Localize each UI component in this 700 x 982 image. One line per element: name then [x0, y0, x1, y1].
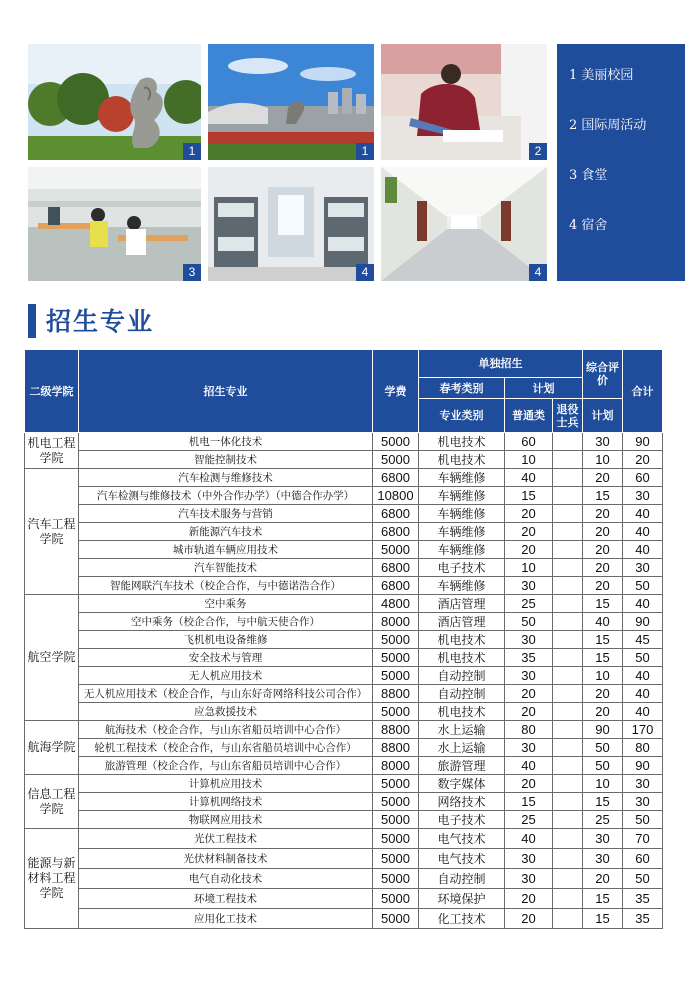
table-row — [25, 595, 663, 613]
college-cell: 能源与新材料工程学院 — [25, 829, 79, 929]
total-cell: 35 — [623, 909, 663, 929]
total-cell: 90 — [623, 433, 663, 451]
category-cell: 机电技术 — [419, 433, 505, 451]
photo-dormitory-corridor — [381, 167, 547, 281]
veteran-plan-cell — [553, 649, 583, 667]
total-cell: 50 — [623, 811, 663, 829]
veteran-plan-cell — [553, 613, 583, 631]
general-plan-cell: 40 — [505, 757, 553, 775]
total-cell: 40 — [623, 595, 663, 613]
fee-cell: 8000 — [373, 757, 419, 775]
fee-cell: 6800 — [373, 523, 419, 541]
table-row — [25, 775, 663, 793]
general-plan-cell: 20 — [505, 505, 553, 523]
major-cell: 智能网联汽车技术（校企合作，与中德诺浩合作） — [79, 577, 373, 595]
table-row — [25, 721, 663, 739]
general-plan-cell: 30 — [505, 849, 553, 869]
veteran-plan-cell — [553, 849, 583, 869]
general-plan-cell: 15 — [505, 793, 553, 811]
comprehensive-plan-cell: 20 — [583, 469, 623, 487]
fee-cell: 5000 — [373, 775, 419, 793]
photo-number-badge: 4 — [356, 264, 374, 281]
general-plan-cell: 30 — [505, 631, 553, 649]
table-row — [25, 613, 663, 631]
general-plan-cell: 40 — [505, 469, 553, 487]
category-cell: 机电技术 — [419, 451, 505, 469]
total-cell: 30 — [623, 487, 663, 505]
fee-cell: 6800 — [373, 505, 419, 523]
total-cell: 30 — [623, 775, 663, 793]
comprehensive-plan-cell: 20 — [583, 869, 623, 889]
table-row — [25, 685, 663, 703]
total-cell: 30 — [623, 559, 663, 577]
total-cell: 170 — [623, 721, 663, 739]
total-cell: 40 — [623, 667, 663, 685]
general-plan-cell: 20 — [505, 541, 553, 559]
fee-cell: 5000 — [373, 541, 419, 559]
comprehensive-plan-cell: 15 — [583, 631, 623, 649]
comprehensive-plan-cell: 20 — [583, 703, 623, 721]
fee-cell: 5000 — [373, 869, 419, 889]
major-cell: 新能源汽车技术 — [79, 523, 373, 541]
category-cell: 自动控制 — [419, 685, 505, 703]
header-veteran: 退役士兵 — [553, 399, 583, 433]
total-cell: 50 — [623, 649, 663, 667]
comprehensive-plan-cell: 10 — [583, 451, 623, 469]
fee-cell: 6800 — [373, 469, 419, 487]
veteran-plan-cell — [553, 721, 583, 739]
fee-cell: 5000 — [373, 889, 419, 909]
veteran-plan-cell — [553, 595, 583, 613]
comprehensive-plan-cell: 20 — [583, 523, 623, 541]
header-general: 普通类 — [505, 399, 553, 433]
dormitory-room-image — [208, 167, 374, 281]
veteran-plan-cell — [553, 469, 583, 487]
fee-cell: 8000 — [373, 613, 419, 631]
total-cell: 70 — [623, 829, 663, 849]
category-cell: 车辆维修 — [419, 523, 505, 541]
major-cell: 电气自动化技术 — [79, 869, 373, 889]
table-row — [25, 869, 663, 889]
category-cell: 网络技术 — [419, 793, 505, 811]
header-college: 二级学院 — [25, 350, 79, 433]
caption-international-week: 2 国际周活动 — [569, 118, 647, 133]
general-plan-cell: 30 — [505, 739, 553, 757]
major-cell: 物联网应用技术 — [79, 811, 373, 829]
total-cell: 35 — [623, 889, 663, 909]
photo-canteen — [28, 167, 201, 281]
category-cell: 水上运输 — [419, 739, 505, 757]
college-cell: 航海学院 — [25, 721, 79, 775]
major-cell: 智能控制技术 — [79, 451, 373, 469]
category-cell: 车辆维修 — [419, 469, 505, 487]
comprehensive-plan-cell: 15 — [583, 487, 623, 505]
veteran-plan-cell — [553, 793, 583, 811]
major-cell: 环境工程技术 — [79, 889, 373, 909]
major-cell: 无人机应用技术 — [79, 667, 373, 685]
total-cell: 30 — [623, 793, 663, 811]
major-cell: 应急救援技术 — [79, 703, 373, 721]
general-plan-cell: 60 — [505, 433, 553, 451]
veteran-plan-cell — [553, 451, 583, 469]
fee-cell: 5000 — [373, 703, 419, 721]
veteran-plan-cell — [553, 703, 583, 721]
general-plan-cell: 10 — [505, 451, 553, 469]
general-plan-cell: 25 — [505, 811, 553, 829]
veteran-plan-cell — [553, 829, 583, 849]
table-row — [25, 631, 663, 649]
total-cell: 50 — [623, 577, 663, 595]
category-cell: 自动控制 — [419, 667, 505, 685]
veteran-plan-cell — [553, 775, 583, 793]
canteen-image — [28, 167, 201, 281]
category-cell: 电气技术 — [419, 829, 505, 849]
college-cell: 机电工程学院 — [25, 433, 79, 469]
comprehensive-plan-cell: 30 — [583, 829, 623, 849]
major-cell: 计算机应用技术 — [79, 775, 373, 793]
category-cell: 电子技术 — [419, 811, 505, 829]
comprehensive-plan-cell: 15 — [583, 649, 623, 667]
category-cell: 机电技术 — [419, 703, 505, 721]
category-cell: 机电技术 — [419, 649, 505, 667]
comprehensive-plan-cell: 10 — [583, 667, 623, 685]
general-plan-cell: 30 — [505, 577, 553, 595]
caption-dormitory: 4 宿舍 — [569, 218, 608, 233]
comprehensive-plan-cell: 15 — [583, 889, 623, 909]
veteran-plan-cell — [553, 811, 583, 829]
total-cell: 20 — [623, 451, 663, 469]
veteran-plan-cell — [553, 889, 583, 909]
photo-number-badge: 4 — [529, 264, 547, 281]
fee-cell: 5000 — [373, 631, 419, 649]
major-cell: 飞机机电设备维修 — [79, 631, 373, 649]
general-plan-cell: 35 — [505, 649, 553, 667]
section-accent-bar — [28, 304, 36, 338]
fee-cell: 5000 — [373, 433, 419, 451]
general-plan-cell: 10 — [505, 559, 553, 577]
general-plan-cell: 20 — [505, 703, 553, 721]
major-cell: 汽车智能技术 — [79, 559, 373, 577]
comprehensive-plan-cell: 20 — [583, 577, 623, 595]
major-cell: 旅游管理（校企合作，与山东省船员培训中心合作） — [79, 757, 373, 775]
fee-cell: 8800 — [373, 685, 419, 703]
table-row — [25, 541, 663, 559]
general-plan-cell: 30 — [505, 869, 553, 889]
header-spring-category: 春考类别 — [419, 378, 505, 399]
college-cell: 航空学院 — [25, 595, 79, 721]
table-row — [25, 451, 663, 469]
category-cell: 水上运输 — [419, 721, 505, 739]
comprehensive-plan-cell: 25 — [583, 811, 623, 829]
general-plan-cell: 20 — [505, 909, 553, 929]
header-plan: 计划 — [505, 378, 583, 399]
fee-cell: 5000 — [373, 649, 419, 667]
fee-cell: 5000 — [373, 793, 419, 811]
comprehensive-plan-cell: 10 — [583, 775, 623, 793]
photo-number-badge: 3 — [183, 264, 201, 281]
table-row — [25, 739, 663, 757]
general-plan-cell: 20 — [505, 685, 553, 703]
header-total: 合计 — [623, 350, 663, 433]
veteran-plan-cell — [553, 487, 583, 505]
veteran-plan-cell — [553, 909, 583, 929]
header-comprehensive-evaluation: 综合评价 — [583, 350, 623, 399]
table-row — [25, 469, 663, 487]
veteran-plan-cell — [553, 559, 583, 577]
category-cell: 车辆维修 — [419, 577, 505, 595]
major-cell: 轮机工程技术（校企合作，与山东省船员培训中心合作） — [79, 739, 373, 757]
enrollment-table — [24, 349, 663, 929]
total-cell: 40 — [623, 505, 663, 523]
category-cell: 机电技术 — [419, 631, 505, 649]
general-plan-cell: 30 — [505, 667, 553, 685]
table-row — [25, 811, 663, 829]
comprehensive-plan-cell: 40 — [583, 613, 623, 631]
veteran-plan-cell — [553, 667, 583, 685]
veteran-plan-cell — [553, 505, 583, 523]
total-cell: 80 — [623, 739, 663, 757]
college-cell: 信息工程学院 — [25, 775, 79, 829]
comprehensive-plan-cell: 20 — [583, 541, 623, 559]
major-cell: 城市轨道车辆应用技术 — [79, 541, 373, 559]
header-comprehensive-plan: 计划 — [583, 399, 623, 433]
table-row — [25, 793, 663, 811]
table-row — [25, 889, 663, 909]
major-cell: 无人机应用技术（校企合作，与山东好奇网络科技公司合作） — [79, 685, 373, 703]
major-cell: 光伏工程技术 — [79, 829, 373, 849]
total-cell: 50 — [623, 869, 663, 889]
comprehensive-plan-cell: 15 — [583, 909, 623, 929]
comprehensive-plan-cell: 90 — [583, 721, 623, 739]
general-plan-cell: 80 — [505, 721, 553, 739]
general-plan-cell: 25 — [505, 595, 553, 613]
fee-cell: 5000 — [373, 811, 419, 829]
total-cell: 40 — [623, 703, 663, 721]
veteran-plan-cell — [553, 869, 583, 889]
major-cell: 航海技术（校企合作，与山东省船员培训中心合作） — [79, 721, 373, 739]
comprehensive-plan-cell: 15 — [583, 793, 623, 811]
photo-international-week — [381, 44, 547, 160]
veteran-plan-cell — [553, 523, 583, 541]
fee-cell: 6800 — [373, 577, 419, 595]
table-row — [25, 849, 663, 869]
category-cell: 电子技术 — [419, 559, 505, 577]
campus-sculpture-image — [28, 44, 201, 160]
table-row — [25, 757, 663, 775]
comprehensive-plan-cell: 50 — [583, 739, 623, 757]
category-cell: 车辆维修 — [419, 505, 505, 523]
veteran-plan-cell — [553, 541, 583, 559]
fee-cell: 5000 — [373, 909, 419, 929]
category-cell: 车辆维修 — [419, 541, 505, 559]
general-plan-cell: 20 — [505, 775, 553, 793]
category-cell: 旅游管理 — [419, 757, 505, 775]
comprehensive-plan-cell: 30 — [583, 849, 623, 869]
category-cell: 电气技术 — [419, 849, 505, 869]
section-title: 招生专业 — [46, 307, 155, 336]
table-row — [25, 523, 663, 541]
header-major: 招生专业 — [79, 350, 373, 433]
total-cell: 90 — [623, 613, 663, 631]
general-plan-cell: 20 — [505, 523, 553, 541]
major-cell: 汽车检测与维修技术（中外合作办学）（中德合作办学） — [79, 487, 373, 505]
veteran-plan-cell — [553, 631, 583, 649]
category-cell: 环境保护 — [419, 889, 505, 909]
photo-dormitory-room — [208, 167, 374, 281]
major-cell: 空中乘务（校企合作，与中航天使合作） — [79, 613, 373, 631]
comprehensive-plan-cell: 20 — [583, 559, 623, 577]
major-cell: 安全技术与管理 — [79, 649, 373, 667]
dormitory-corridor-image — [381, 167, 547, 281]
photo-number-badge: 1 — [356, 143, 374, 160]
photo-number-badge: 1 — [183, 143, 201, 160]
table-row — [25, 577, 663, 595]
category-cell: 化工技术 — [419, 909, 505, 929]
table-row — [25, 487, 663, 505]
total-cell: 40 — [623, 523, 663, 541]
total-cell: 40 — [623, 541, 663, 559]
table-row — [25, 667, 663, 685]
table-row — [25, 559, 663, 577]
major-cell: 机电一体化技术 — [79, 433, 373, 451]
category-cell: 车辆维修 — [419, 487, 505, 505]
international-week-image — [381, 44, 547, 160]
major-cell: 光伏材料制备技术 — [79, 849, 373, 869]
photo-campus-stadium — [208, 44, 374, 160]
table-row — [25, 829, 663, 849]
general-plan-cell: 40 — [505, 829, 553, 849]
general-plan-cell: 20 — [505, 889, 553, 909]
veteran-plan-cell — [553, 685, 583, 703]
caption-canteen: 3 食堂 — [569, 168, 608, 183]
total-cell: 60 — [623, 849, 663, 869]
fee-cell: 6800 — [373, 559, 419, 577]
fee-cell: 5000 — [373, 451, 419, 469]
photo-campus-sculpture — [28, 44, 201, 160]
fee-cell: 8800 — [373, 739, 419, 757]
header-fee: 学费 — [373, 350, 419, 433]
major-cell: 计算机网络技术 — [79, 793, 373, 811]
table-row — [25, 909, 663, 929]
total-cell: 40 — [623, 685, 663, 703]
table-row — [25, 703, 663, 721]
fee-cell: 10800 — [373, 487, 419, 505]
photo-number-badge: 2 — [529, 143, 547, 160]
total-cell: 45 — [623, 631, 663, 649]
total-cell: 90 — [623, 757, 663, 775]
general-plan-cell: 50 — [505, 613, 553, 631]
comprehensive-plan-cell: 20 — [583, 685, 623, 703]
general-plan-cell: 15 — [505, 487, 553, 505]
fee-cell: 5000 — [373, 667, 419, 685]
photo-caption-panel — [557, 44, 685, 281]
category-cell: 酒店管理 — [419, 613, 505, 631]
comprehensive-plan-cell: 20 — [583, 505, 623, 523]
major-cell: 应用化工技术 — [79, 909, 373, 929]
campus-stadium-image — [208, 44, 374, 160]
college-cell: 汽车工程学院 — [25, 469, 79, 595]
fee-cell: 8800 — [373, 721, 419, 739]
veteran-plan-cell — [553, 757, 583, 775]
enrollment-table-body — [25, 433, 663, 929]
fee-cell: 4800 — [373, 595, 419, 613]
header-independent-enrollment: 单独招生 — [419, 350, 583, 378]
table-row — [25, 649, 663, 667]
comprehensive-plan-cell: 50 — [583, 757, 623, 775]
major-cell: 汽车检测与维修技术 — [79, 469, 373, 487]
veteran-plan-cell — [553, 739, 583, 757]
total-cell: 60 — [623, 469, 663, 487]
major-cell: 汽车技术服务与营销 — [79, 505, 373, 523]
category-cell: 酒店管理 — [419, 595, 505, 613]
comprehensive-plan-cell: 30 — [583, 433, 623, 451]
veteran-plan-cell — [553, 577, 583, 595]
caption-campus: 1 美丽校园 — [569, 68, 634, 83]
header-major-category: 专业类别 — [419, 399, 505, 433]
fee-cell: 5000 — [373, 849, 419, 869]
veteran-plan-cell — [553, 433, 583, 451]
comprehensive-plan-cell: 15 — [583, 595, 623, 613]
table-row — [25, 505, 663, 523]
table-row — [25, 433, 663, 451]
fee-cell: 5000 — [373, 829, 419, 849]
category-cell: 自动控制 — [419, 869, 505, 889]
major-cell: 空中乘务 — [79, 595, 373, 613]
category-cell: 数字媒体 — [419, 775, 505, 793]
